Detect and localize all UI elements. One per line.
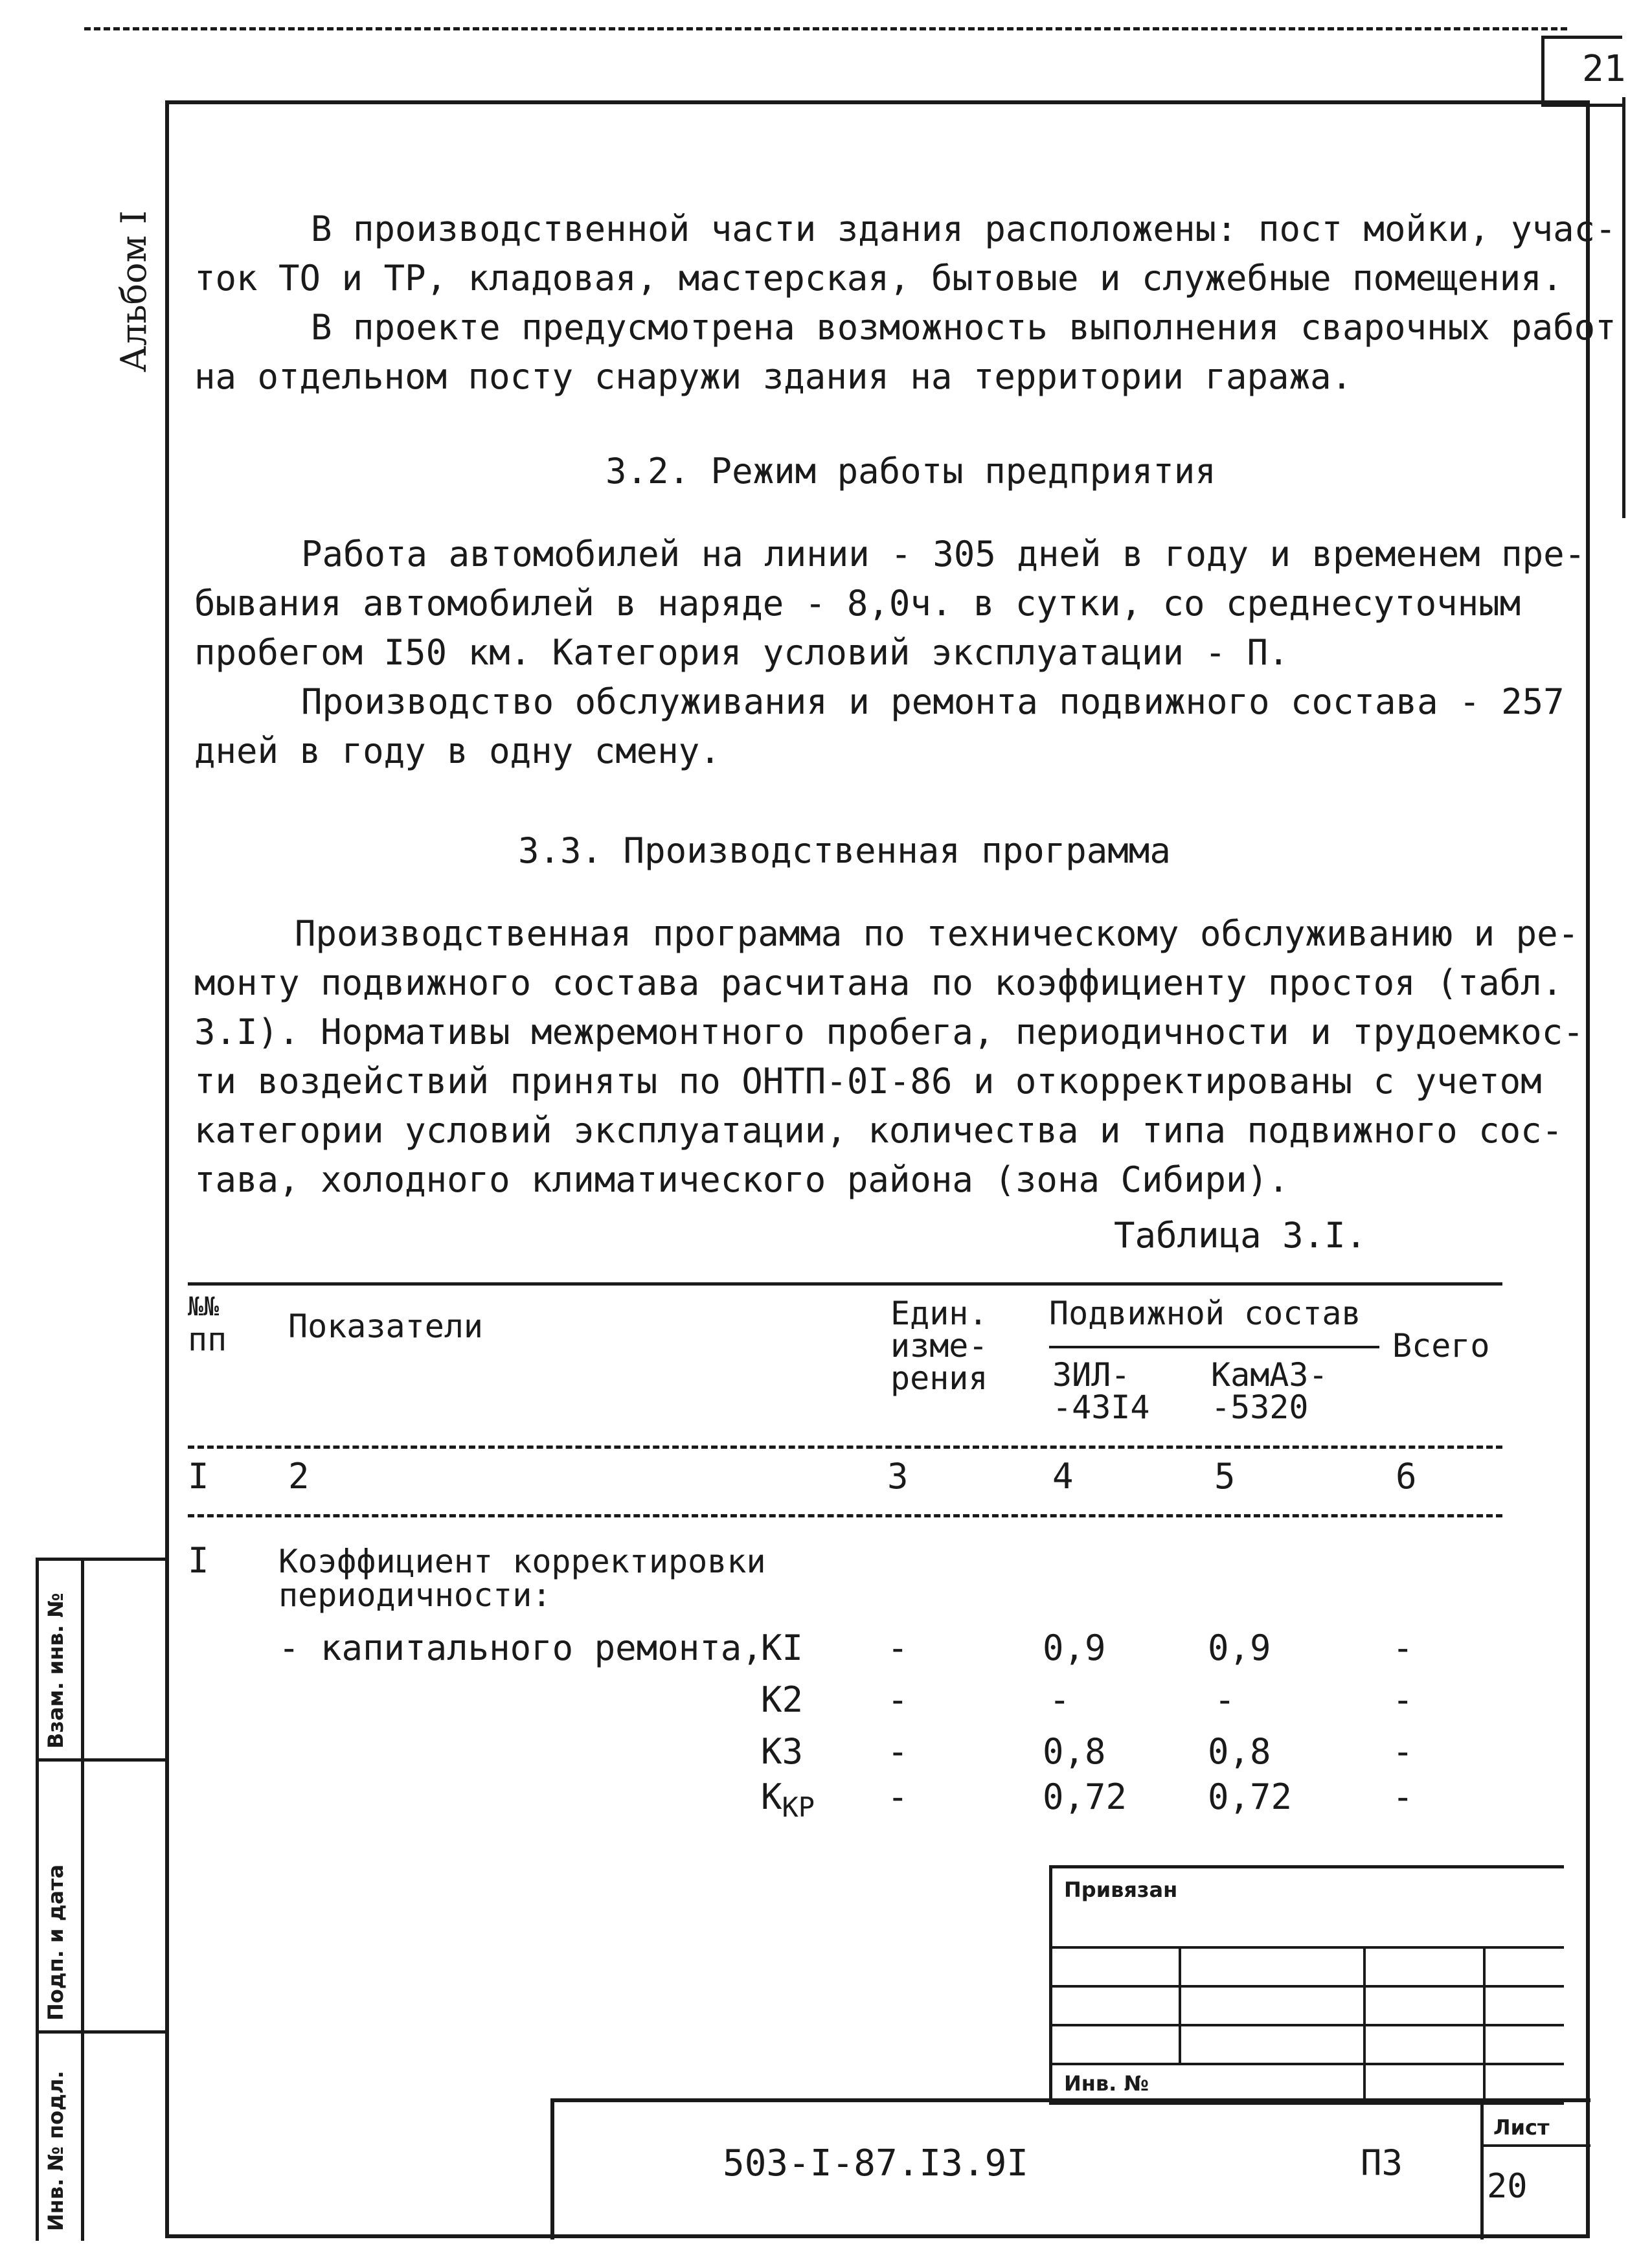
section-32-title: 3.2. Режим работы предприятия bbox=[605, 451, 1216, 492]
item-kkr-zil: 0,72 bbox=[1043, 1776, 1127, 1817]
item-k3-kamaz: 0,8 bbox=[1208, 1731, 1271, 1772]
stamp-vline-3 bbox=[1483, 1946, 1486, 2102]
side-label: Альбом I bbox=[113, 210, 154, 372]
item-kkr-total: - bbox=[1392, 1776, 1414, 1817]
th-unit-b: изме- bbox=[890, 1327, 988, 1365]
item-k2-total: - bbox=[1392, 1679, 1414, 1720]
strip-inv-orig: Инв. № подл. bbox=[43, 2070, 68, 2231]
table-caption: Таблица 3.I. bbox=[1114, 1215, 1367, 1256]
th-unit-c: рения bbox=[890, 1359, 988, 1397]
doc-type: ПЗ bbox=[1361, 2142, 1403, 2183]
frame-right-outer bbox=[1622, 97, 1625, 518]
section-33-title: 3.3. Производственная программа bbox=[518, 830, 1171, 871]
col-number-3: 3 bbox=[887, 1456, 909, 1497]
row1-title-a: Коэффициент корректировки bbox=[278, 1543, 766, 1580]
top-rule bbox=[84, 27, 1567, 30]
th-rolling-stock: Подвижной состав bbox=[1049, 1295, 1361, 1332]
stamp-vline-2 bbox=[1363, 1946, 1366, 2102]
item-k2-code: К2 bbox=[761, 1679, 804, 1720]
item-k1-zil: 0,9 bbox=[1043, 1628, 1106, 1668]
stamp-vline-1 bbox=[1179, 1946, 1181, 2063]
item-k3-unit: - bbox=[887, 1731, 909, 1772]
section-32-line-3: пробегом I50 км. Категория условий эксплуатации - П. bbox=[194, 632, 1289, 673]
th-kamaz-a: КамАЗ- bbox=[1211, 1356, 1328, 1394]
th-total: Всего bbox=[1392, 1327, 1490, 1365]
page-number-box bbox=[1541, 36, 1626, 107]
th-unit-a: Един. bbox=[890, 1295, 988, 1332]
para-line-4: на отдельном посту снаружи здания на территории гаража. bbox=[194, 356, 1353, 397]
item-k3-total: - bbox=[1392, 1731, 1414, 1772]
doc-code: 503-I-87.I3.9I bbox=[723, 2142, 1029, 2184]
row1-title-b: периодичности: bbox=[278, 1576, 552, 1614]
sheet-label: Лист bbox=[1493, 2115, 1550, 2140]
title-block-sheet-hline bbox=[1480, 2144, 1590, 2147]
item-kkr-kamaz: 0,72 bbox=[1208, 1776, 1293, 1817]
item-k2-kamaz: - bbox=[1214, 1679, 1236, 1720]
col-number-4: 4 bbox=[1052, 1456, 1074, 1497]
stamp-inv-label: Инв. № bbox=[1064, 2071, 1149, 2096]
col-number-1: I bbox=[188, 1456, 209, 1497]
stamp-hline-4 bbox=[1052, 2063, 1564, 2065]
title-block-sheet-divider bbox=[1480, 2102, 1484, 2240]
sheet-number: 20 bbox=[1487, 2167, 1528, 2206]
frame-top bbox=[165, 100, 1590, 104]
stamp-attached-block bbox=[1049, 1865, 1564, 2105]
item-k3-code: К3 bbox=[761, 1731, 804, 1772]
para-line-2: ток ТО и ТР, кладовая, мастерская, бытовые и служебные помещения. bbox=[194, 258, 1563, 299]
stamp-hline-2 bbox=[1052, 1985, 1564, 1988]
frame-right bbox=[1586, 100, 1590, 2238]
item-k1-code: КI bbox=[761, 1628, 804, 1668]
item-k2-unit: - bbox=[887, 1679, 909, 1720]
section-33-line-5: категории условий эксплуатации, количества и типа подвижного сос- bbox=[194, 1110, 1563, 1151]
para-line-1: В производственной части здания расположены: пост мойки, учас- bbox=[311, 209, 1616, 249]
th-zil-a: ЗИЛ- bbox=[1052, 1356, 1131, 1394]
item-k1-unit: - bbox=[887, 1628, 909, 1668]
section-32-line-5: дней в году в одну смену. bbox=[194, 731, 721, 771]
section-33-line-1: Производственная программа по техническому обслуживанию и ре- bbox=[295, 913, 1579, 954]
section-33-line-3: 3.I). Нормативы межремонтного пробега, периодичности и трудоемкос- bbox=[194, 1012, 1584, 1052]
th-indicator: Показатели bbox=[288, 1308, 484, 1345]
strip-sign-date: Подп. и дата bbox=[43, 1864, 68, 2021]
item-kkr-unit: - bbox=[887, 1776, 909, 1817]
row1-sub-label: - капитального ремонта, bbox=[278, 1628, 763, 1668]
stamp-hline-3 bbox=[1052, 2024, 1564, 2026]
item-k2-zil: - bbox=[1049, 1679, 1070, 1720]
strip-vline-1 bbox=[36, 1561, 39, 2241]
table-header-rule bbox=[188, 1446, 1502, 1449]
col-number-6: 6 bbox=[1396, 1456, 1417, 1497]
item-kkr-code bbox=[761, 1778, 815, 1827]
item-k1-total: - bbox=[1392, 1628, 1414, 1668]
stamp-hline-1 bbox=[1052, 1946, 1564, 1949]
th-rolling-stock-rule bbox=[1049, 1346, 1379, 1348]
item-k1-kamaz: 0,9 bbox=[1208, 1628, 1271, 1668]
col-number-5: 5 bbox=[1214, 1456, 1236, 1497]
strip-vline-2 bbox=[81, 1561, 84, 2241]
title-block bbox=[550, 2098, 1590, 2240]
th-num-a: №№ bbox=[188, 1292, 220, 1322]
item-kkr-code-main: К bbox=[761, 1776, 782, 1817]
th-num-b: пп bbox=[188, 1321, 227, 1358]
frame-left bbox=[165, 100, 169, 2238]
strip-hline-1 bbox=[36, 1758, 165, 1762]
col-number-2: 2 bbox=[288, 1456, 310, 1497]
strip-hline-2 bbox=[36, 2030, 165, 2034]
left-strip bbox=[36, 1558, 165, 2241]
table-numbers-rule bbox=[188, 1514, 1502, 1517]
th-kamaz-b: -5320 bbox=[1211, 1389, 1309, 1426]
section-32-line-2: бывания автомобилей в наряде - 8,0ч. в сутки, со среднесуточным bbox=[194, 583, 1521, 624]
page-number: 21 bbox=[1582, 48, 1626, 90]
section-33-line-2: монту подвижного состава расчитана по коэффициенту простоя (табл. bbox=[194, 962, 1563, 1003]
section-33-line-4: ти воздействий приняты по ОНТП-0I-86 и откорректированы с учетом bbox=[194, 1061, 1542, 1102]
para-line-3: В проекте предусмотрена возможность выполнения сварочных работ bbox=[311, 307, 1616, 348]
row1-num: I bbox=[188, 1540, 209, 1581]
section-32-line-4: Производство обслуживания и ремонта подвижного состава - 257 bbox=[301, 681, 1565, 722]
item-k3-zil: 0,8 bbox=[1043, 1731, 1106, 1772]
th-zil-b: -43I4 bbox=[1052, 1389, 1150, 1426]
section-32-line-1: Работа автомобилей на линии - 305 дней в году и временем пре- bbox=[301, 534, 1586, 574]
section-33-line-6: тава, холодного климатического района (зона Сибири). bbox=[194, 1159, 1289, 1200]
strip-inv-replace: Взам. инв. № bbox=[43, 1593, 68, 1749]
stamp-attached-label: Привязан bbox=[1064, 1877, 1178, 1902]
item-kkr-code-sub: КР bbox=[782, 1791, 815, 1823]
table-top-rule bbox=[188, 1282, 1502, 1286]
